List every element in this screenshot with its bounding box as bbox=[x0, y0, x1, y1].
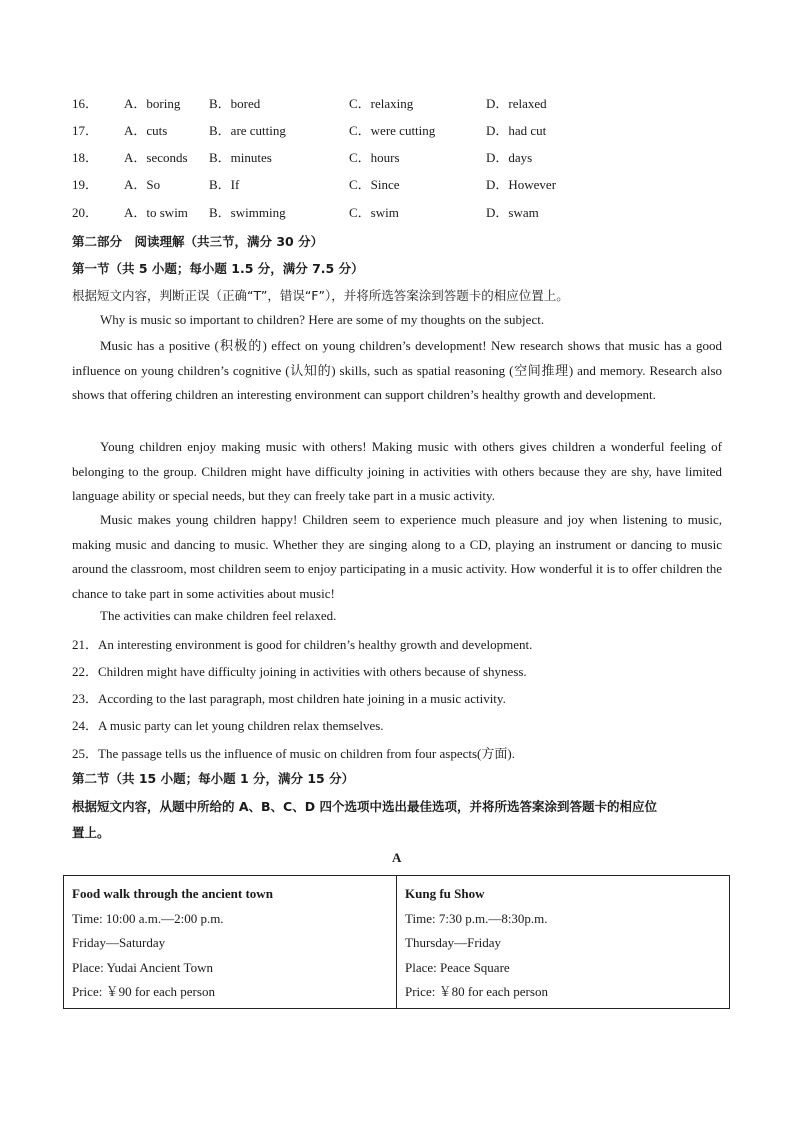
passage-label: A bbox=[392, 850, 402, 865]
question-number: 16． bbox=[72, 96, 99, 111]
option-a: A．seconds bbox=[124, 150, 188, 165]
event-days: Thursday—Friday bbox=[405, 935, 502, 950]
option-b: B．If bbox=[209, 177, 240, 192]
option-row-16 bbox=[72, 94, 732, 114]
option-a: A．So bbox=[124, 177, 161, 192]
event-title: Kung fu Show bbox=[405, 886, 485, 901]
option-d: D．had cut bbox=[486, 123, 547, 138]
event-title: Food walk through the ancient town bbox=[72, 886, 273, 901]
section2-instructions-line2: 置上。 bbox=[72, 825, 110, 840]
option-row-19 bbox=[72, 175, 732, 195]
question-number: 17． bbox=[72, 123, 99, 138]
event-place: Place: Peace Square bbox=[405, 959, 510, 975]
section1-title: 第一节（共 5 小题；每小题 1.5 分，满分 7.5 分） bbox=[72, 261, 364, 276]
events-table bbox=[63, 875, 730, 1009]
statement-23: 23．According to the last paragraph, most children hate joining in a music activity. bbox=[72, 691, 506, 706]
option-d: D．swam bbox=[486, 205, 539, 220]
passage-paragraph-4: Music makes young children happy! Children seem to experience much pleasure and joy when listening to music, making music and dancing to music. Whether they are singing along to a CD, playing an instrument or dancing to music around the classroom, most children seem to enjoy participating in a music activity. How wonderful it is to offer children the chance to take part in some activities about music! bbox=[72, 512, 722, 601]
event-time: Time: 10:00 a.m.—2:00 p.m. bbox=[72, 910, 224, 926]
statement-22: 22．Children might have difficulty joining in activities with others because of shyness. bbox=[72, 664, 527, 679]
event-place: Place: Yudai Ancient Town bbox=[72, 959, 213, 975]
section1-instructions: 根据短文内容，判断正误（正确“T”，错误“F”），并将所选答案涂到答题卡的相应位置上。 bbox=[72, 288, 569, 303]
option-a: A．boring bbox=[124, 96, 181, 111]
event-price: Price: ￥80 for each person bbox=[405, 984, 548, 999]
option-d: D．However bbox=[486, 177, 557, 192]
event-days: Friday—Saturday bbox=[72, 935, 166, 950]
option-b: B．bored bbox=[209, 96, 261, 111]
option-row-17 bbox=[72, 121, 732, 141]
section2-title: 第二节（共 15 小题；每小题 1 分，满分 15 分） bbox=[72, 771, 355, 786]
event-cell-food-walk bbox=[64, 876, 397, 1009]
statement-25: 25．The passage tells us the influence of music on children from four aspects(方面). bbox=[72, 746, 515, 761]
event-price: Price: ￥90 for each person bbox=[72, 984, 215, 999]
section2-instructions-line1: 根据短文内容，从题中所给的 A、B、C、D 四个选项中选出最佳选项，并将所选答案涂到答题卡的相应位 bbox=[72, 799, 657, 814]
option-b: B．are cutting bbox=[209, 123, 286, 138]
option-a: A．cuts bbox=[124, 123, 168, 138]
event-cell-kung-fu bbox=[397, 876, 730, 1009]
option-a: A．to swim bbox=[124, 205, 188, 220]
question-number: 20． bbox=[72, 205, 99, 220]
option-d: D．days bbox=[486, 150, 533, 165]
statement-21: 21．An interesting environment is good for children’s healthy growth and development. bbox=[72, 637, 533, 652]
option-c: C．hours bbox=[349, 150, 400, 165]
option-c: C．swim bbox=[349, 205, 399, 220]
question-number: 18． bbox=[72, 150, 99, 165]
option-c: C．Since bbox=[349, 177, 400, 192]
question-number: 19． bbox=[72, 177, 99, 192]
passage-paragraph-5: The activities can make children feel relaxed. bbox=[100, 608, 337, 623]
option-b: B．minutes bbox=[209, 150, 272, 165]
passage-paragraph-3: Young children enjoy making music with others! Making music with others gives children a wonderful feeling of belonging to the group. Children might have difficulty joining in activities with others because they are shy, have limited language ability or special needs, but they can freely take part in a music activity. bbox=[72, 439, 722, 503]
option-b: B．swimming bbox=[209, 205, 286, 220]
option-d: D．relaxed bbox=[486, 96, 547, 111]
part2-title: 第二部分 阅读理解（共三节，满分 30 分） bbox=[72, 234, 324, 249]
option-row-20 bbox=[72, 203, 732, 223]
option-row-18 bbox=[72, 148, 732, 168]
option-c: C．relaxing bbox=[349, 96, 414, 111]
event-time: Time: 7:30 p.m.—8:30p.m. bbox=[405, 910, 548, 926]
passage-paragraph-2: Music has a positive (积极的) effect on young children’s development! New research shows that music has a good influence on young children’s cognitive (认知的) skills, such as spatial reasoning (空间推理) and memory. Research also shows that offering children an interesting environment can support children’s healthy growth and development. bbox=[72, 338, 722, 402]
passage-paragraph-1: Why is music so important to children? Here are some of my thoughts on the subject. bbox=[100, 312, 545, 327]
statement-24: 24．A music party can let young children relax themselves. bbox=[72, 718, 384, 733]
table-row bbox=[64, 876, 730, 1009]
option-c: C．were cutting bbox=[349, 123, 436, 138]
